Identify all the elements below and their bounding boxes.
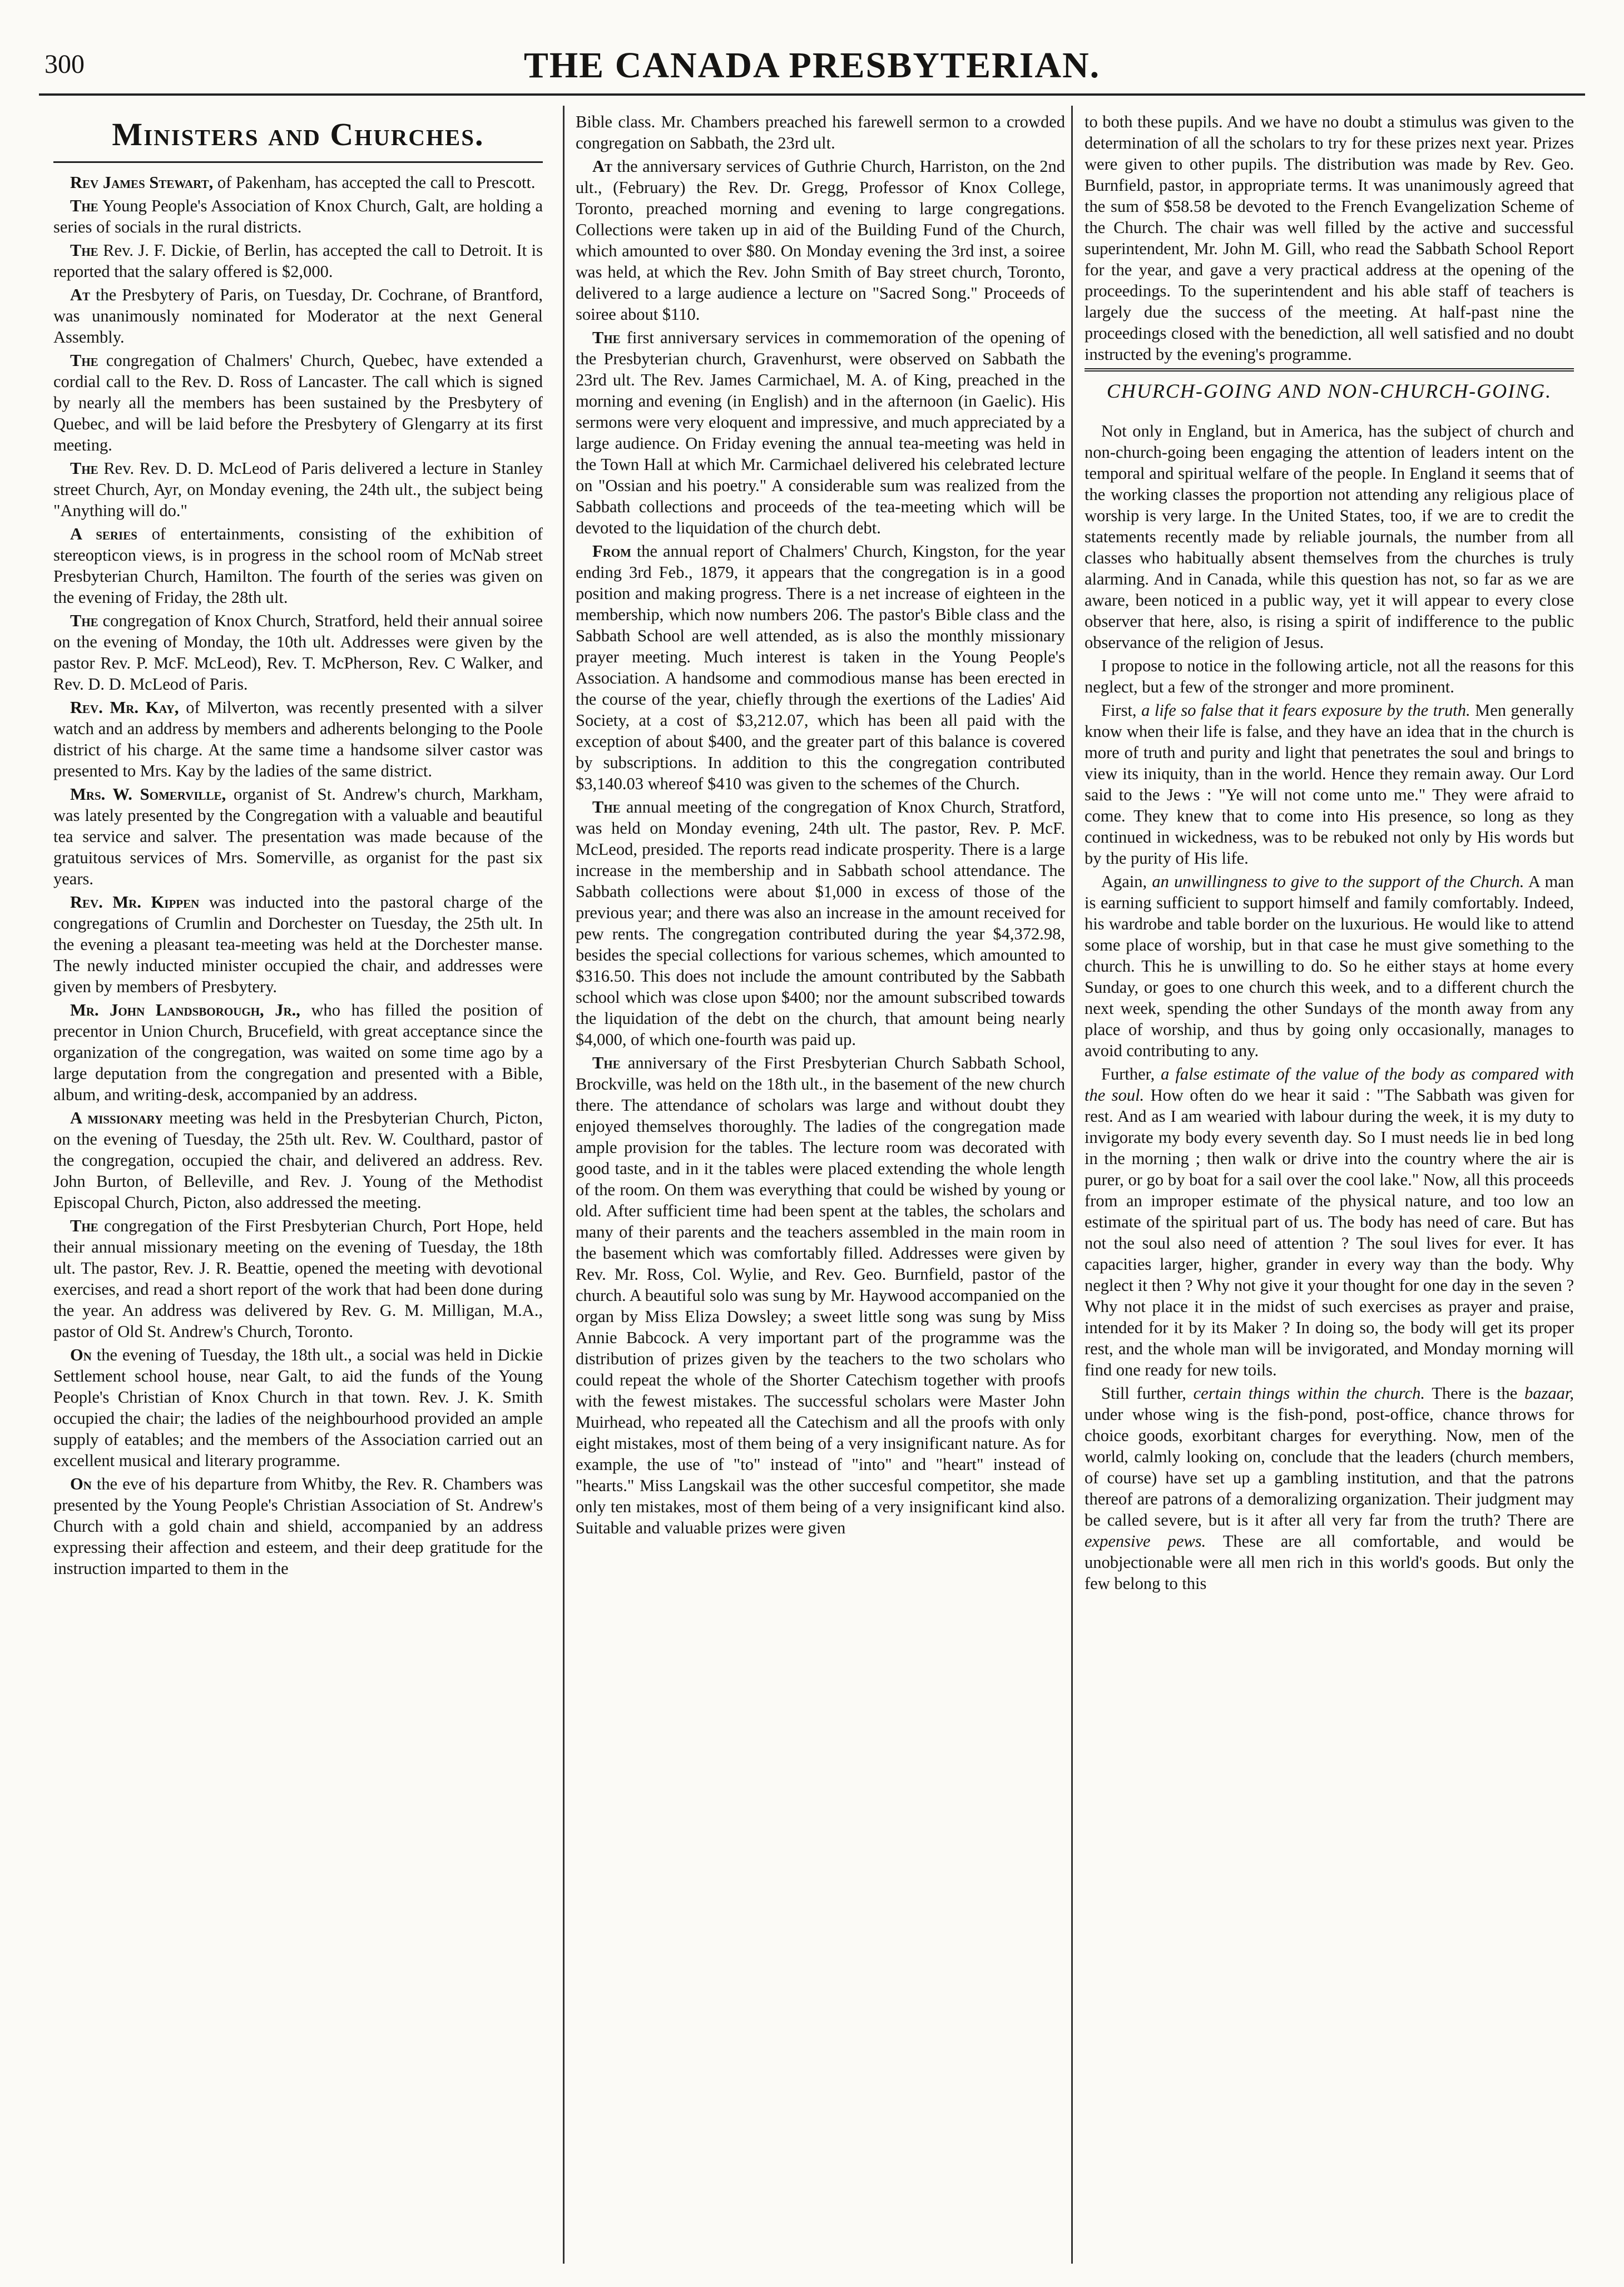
- news-item-lead: On: [70, 1474, 92, 1493]
- paragraph-text: Further,: [1101, 1065, 1161, 1083]
- news-item: [53, 1344, 543, 1471]
- news-item-lead: A missionary: [70, 1108, 164, 1127]
- news-item: [576, 796, 1065, 1050]
- news-item-lead: The: [70, 611, 98, 630]
- news-item: [576, 156, 1065, 325]
- news-item: [53, 784, 543, 889]
- news-item: [53, 1107, 543, 1213]
- news-item: [576, 1052, 1065, 1538]
- article-paragraph: [1085, 871, 1574, 1061]
- news-item-lead: Mrs. W. Somerville,: [70, 785, 226, 804]
- news-item-lead: The: [592, 798, 621, 816]
- news-item: [53, 697, 543, 781]
- page-header: [39, 32, 1585, 96]
- news-item-lead: Rev James Stewart,: [70, 173, 214, 192]
- article-paragraph: [1085, 1383, 1574, 1594]
- news-item-text: organist of St. Andrew's church, Markham, was lately presented by the Congregation with a valuable and beautiful tea service and salver. The presentation was made because of the gratuitous services of Mrs. Somerville, as organist for the past six years.: [53, 785, 543, 888]
- news-item: [53, 458, 543, 521]
- article-paragraph: [1085, 700, 1574, 869]
- masthead-title: THE CANADA PRESBYTERIAN.: [523, 45, 1101, 86]
- article-paragraph: I propose to notice in the following article, not all the reasons for this neglect, but a few of the stronger and more prominent.: [1085, 656, 1574, 696]
- article-paragraph: Not only in England, but in America, has the subject of church and non-church-going been engaging the attention of leaders intent on the temporal and spiritual welfare of the people. In England it seems that of the working classes the proportion not attending any religious place of worship is very large. In the United States, too, if we are to credit the statements recently made by reliable journals, the number from all classes who habitually absent themselves from the churches is truly alarming. And in Canada, while this question has not, so far as we are aware, been noticed in a public way, yet it will appear to every close observer that here, also, is rising a spirit of indifference to the public observance of the religion of Jesus.: [1085, 422, 1574, 652]
- news-item: [53, 999, 543, 1105]
- news-item-text: Bible class. Mr. Chambers preached his farewell sermon to a crowded congregation on Sabbath, the 23rd ult.: [576, 112, 1065, 152]
- news-item-text: the eve of his departure from Whitby, the Rev. R. Chambers was presented by the Young People's Christian Association of St. Andrew's Church with a gold chain and shield, accompanied by an address expressing their affection and esteem, and their deep gratitude for the instruction imparted to them in the: [53, 1474, 543, 1578]
- news-item-lead: The: [70, 196, 98, 215]
- news-item-text: first anniversary services in commemoration of the opening of the Presbyterian church, Gravenhurst, were observed on Sabbath the 23rd ult. The Rev. James Carmichael, M. A. of King, preached in the morning and evening (in English) and in the afternoon (in Gaelic). His sermons were very eloquent and impressive, and much appreciated by a large audience. On Friday evening the annual tea-meeting was held in the Town Hall at which Mr. Carmichael delivered his celebrated lecture on "Ossian and his poetry." A considerable sum was realized from the Sabbath collections and proceeds of the tea-meeting which will be devoted to the liquidation of the church debt.: [576, 328, 1065, 537]
- italic-phrase: a false estimate of the value of the body as compared with the soul.: [1085, 1065, 1574, 1105]
- news-item-lead: A series: [70, 524, 137, 543]
- news-item-text: anniversary of the First Presbyterian Church Sabbath School, Brockville, was held on the 18th ult., in the basement of the new church there. The attendance of scholars was large and without doubt they enjoyed themselves thoroughly. The ladies of the congregation made ample provision for the tables. The lecture room was decorated with good taste, and in it the tables were placed extending the whole length of the room. On them was everything that could be wished by young or old. After sufficient time had been spent at the tables, the scholars and many of their parents and the teachers assembled in the main room in the basement which was comfortably filled. Addresses were given by Rev. Mr. Ross, Col. Wylie, and Rev. Geo. Burnfield, pastor of the church. A beautiful solo was sung by Mr. Haywood accompanied on the organ by Miss Eliza Dowsley; a sweet little song was sung by Miss Annie Babcock. A very important part of the programme was the distribution of prizes given by the teachers to the two scholars who could repeat the whole of the Shorter Catechism together with proofs with the fewest mistakes. The successful scholars were Master John Muirhead, who repeated all the Catechism and all the proofs with only eight mistakes, most of them being of a very insignificant nature. As for example, the use of "to" instead of "into" and "heart" instead of "hearts." Miss Langskail was the other succesful competitor, she made only ten mistakes, most of them being of a very insignificant kind also. Suitable and valuable prizes were given: [576, 1053, 1065, 1537]
- news-item-text: of Milverton, was recently presented with a silver watch and an address by members and adherents belonging to the Poole district of his charge. At the same time a handsome silver castor was presented to Mrs. Kay by the ladies of the same district.: [53, 698, 543, 780]
- italic-phrase: a life so false that it fears exposure by the truth.: [1141, 701, 1470, 720]
- news-item-lead: Rev. Mr. Kay,: [70, 698, 179, 717]
- news-item-text: congregation of Knox Church, Stratford, held their annual soiree on the evening of Monday, the 10th ult. Addresses were given by the pastor Rev. P. McF. McLeod), Rev. T. McPherson, Rev. C Walker, and Rev. D. D. McLeod of Paris.: [53, 611, 543, 694]
- column-middle: [576, 111, 1065, 2264]
- news-item-text: congregation of Chalmers' Church, Quebec, have extended a cordial call to the Rev. D. Ross of Lancaster. The call which is signed by nearly all the members has been sustained by the Presbytery of Quebec, and will be laid before the Presbytery of Glengarry at its first meeting.: [53, 351, 543, 454]
- news-item-lead: At: [70, 285, 91, 304]
- news-item-lead: The: [70, 1216, 98, 1235]
- column-left: [53, 111, 543, 2264]
- news-item-text: Rev. Rev. D. D. McLeod of Paris delivered a lecture in Stanley street Church, Ayr, on Monday evening, the 24th ult., the subject being "Anything will do.": [53, 459, 543, 520]
- news-items: [53, 172, 543, 1579]
- italic-phrase: bazaar,: [1524, 1384, 1574, 1403]
- news-item-text: of entertainments, consisting of the exhibition of stereopticon views, is in progress in the school room of McNab street Presbyterian Church, Hamilton. The fourth of the series was given on the evening of Friday, the 28th ult.: [53, 524, 543, 607]
- news-item-text: of Pakenham, has accepted the call to Prescott.: [213, 173, 536, 192]
- news-item-lead: Rev. Mr. Kippen: [70, 893, 200, 912]
- news-item-lead: The: [70, 241, 98, 260]
- section-title: Ministers and Churches.: [53, 111, 543, 163]
- paragraph-text: Again,: [1101, 872, 1152, 891]
- article-heading: CHURCH-GOING AND NON-CHURCH-GOING.: [1085, 368, 1574, 412]
- news-item: [53, 523, 543, 608]
- news-item: [53, 284, 543, 348]
- italic-phrase: expensive pews.: [1085, 1532, 1206, 1551]
- paragraph-text: A man is earning sufficient to support himself and family comfortably. Indeed, his wardrobe and table border on the luxurious. He would like to attend some place of worship, but in that case he must give something to the church. This he is unwilling to do. So he either stays at home every Sunday, or goes to one church this week, and to a different church the next week, spending the other Sundays of the month away from any place of worship, and thus by going only occasionally, manages to avoid contributing to any.: [1085, 872, 1574, 1060]
- paragraph-text: under whose wing is the fish-pond, post-office, chance throws for choice goods, exorbitant charges for everything. Now, men of the world, calmly looking on, conclude that the leaders (church members, of course) have set up a gambling institution, and that the patrons thereof are patrons of a demoralizing organization. Their judgment may be called severe, but is it after all very far from the truth? There are: [1085, 1405, 1574, 1529]
- italic-phrase: an unwillingness to give to the support of the Church.: [1152, 872, 1524, 891]
- paragraph-text: How often do we hear it said : "The Sabbath was given for rest. And as I am wearied with labour during the week, it is my duty to invigorate my body every seventh day. So I must needs lie in bed long in the morning ; then walk or drive into the country where the air is purer, or go by boat for a sail over the cool lake." Now, all this proceeds from an improper estimate of the physical nature, and too low an estimate of the spiritual part of us. The body has need of care. But has not the soul also need of attention ? The soul lives for ever. It has capacities larger, higher, grander in every way than the body. Why neglect it then ? Why not give it your thought for one day in the seven ? Why not place it in the midst of such exercises as prayer and praise, intended for it by its Maker ? In doing so, the body will get its proper rest, and the whole man will be invigorated, and Monday morning will find one ready for new toils.: [1085, 1086, 1574, 1379]
- news-item-lead: From: [592, 542, 631, 561]
- news-item: [53, 610, 543, 695]
- paragraph-text: First,: [1101, 701, 1142, 720]
- news-item-continued: to both these pupils. And we have no doubt a stimulus was given to the determination of all the scholars to try for these prizes next year. Prizes were given to other pupils. The distribution was made by Rev. Geo. Burnfield, pastor, in appropriate terms. It was unanimously agreed that the sum of $58.58 be devoted to the French Evangelization Scheme of the Church. The chair was well filled by the active and successful superintendent, Mr. John M. Gill, who read the Sabbath School Report for the year, and gave a very practical address at the opening of the proceedings. To the superintendent and his able staff of teachers is largely due the success of the meeting. At half-past nine the proceedings closed with the benediction, all well satisfied and no doubt instructed by the evening's programme.: [1085, 112, 1574, 364]
- article-paragraph: [1085, 1063, 1574, 1380]
- news-item-text: congregation of the First Presbyterian Church, Port Hope, held their annual missionary meeting on the evening of Tuesday, the 18th ult. The pastor, Rev. J. R. Beattie, opened the meeting with devotional exercises, and read a short report of the work that had been done during the year. An address was delivered by Rev. G. M. Milligan, M.A., pastor of Old St. Andrew's Church, Toronto.: [53, 1216, 543, 1341]
- news-item-text: the annual report of Chalmers' Church, Kingston, for the year ending 3rd Feb., 1879, it appears that the congregation is in a good position and making progress. There is a net increase of eighteen in the membership, which now numbers 206. The pastor's Bible class and the Sabbath School are well attended, as is also the monthly missionary prayer meeting. Much interest is taken in the Young People's Association. A handsome and commodious manse has been erected in the course of the year, chiefly through the exertions of the Ladies' Aid Society, at a cost of $3,212.07, which has been all paid with the exception of about $400, and the greater part of this balance is covered by subscriptions. In addition to this the congregation contributed $3,140.03 whereof $410 was given to the schemes of the Church.: [576, 542, 1065, 793]
- news-item: [576, 111, 1065, 154]
- news-item: [53, 892, 543, 997]
- news-item-lead: The: [70, 459, 98, 478]
- news-item: [53, 1473, 543, 1579]
- news-item-text: meeting was held in the Presbyterian Church, Picton, on the evening of Tuesday, the 25th ult. Rev. W. Coulthard, pastor of the congregation, occupied the chair, and delivered an address. Rev. John Burton, of Belleville, and Rev. J. Young of the Methodist Episcopal Church, Picton, also addressed the meeting.: [53, 1108, 543, 1212]
- news-item-text: Young People's Association of Knox Church, Galt, are holding a series of socials in the rural districts.: [53, 196, 543, 236]
- news-item-lead: On: [70, 1345, 92, 1364]
- paragraph-text: There is the: [1425, 1384, 1524, 1403]
- news-item-text: the anniversary services of Guthrie Church, Harriston, on the 2nd ult., (February) the Rev. Dr. Gregg, Professor of Knox College, Toronto, preached morning and evening to large congregations. Collections were taken up in aid of the Building Fund of the Church, which amounted to over $80. On Monday evening the 3rd inst, a soiree was held, at which the Rev. John Smith of Bay street church, Toronto, delivered to a large audience a lecture on "Sacred Song." Proceeds of soiree about $110.: [576, 157, 1065, 324]
- news-item: [53, 350, 543, 456]
- news-item-text: who has filled the position of precentor in Union Church, Brucefield, with great acceptance since the organization of the congregation, was waited on some time ago by a large deputation from the congregation and presented with a Bible, album, and writing-desk, accompanied by an address.: [53, 1001, 543, 1104]
- news-item-text: the Presbytery of Paris, on Tuesday, Dr. Cochrane, of Brantford, was unanimously nominated for Moderator at the next General Assembly.: [53, 285, 543, 346]
- italic-phrase: certain things within the church.: [1193, 1384, 1425, 1403]
- news-item-lead: The: [592, 328, 621, 347]
- news-item-lead: The: [592, 1053, 621, 1072]
- news-item: [53, 172, 543, 193]
- news-item: [576, 541, 1065, 794]
- news-item-lead: The: [70, 351, 98, 370]
- news-item-text: was inducted into the pastoral charge of the congregations of Crumlin and Dorchester on Tuesday, the 25th ult. In the evening a pleasant tea-meeting was held at the Dorchester manse. The newly inducted minister occupied the chair, and addresses were given by members of Presbytery.: [53, 893, 543, 996]
- paragraph-text: Men generally know when their life is false, and they have an idea that in the church is more of truth and purity and light that penetrates the soul and brings to view its iniquity, than in the world. Hence they remain away. Our Lord said to the Jews : "Ye will not come unto me." They were afraid to come. They knew that to come into His presence, so long as they continued in wickedness, was to be rebuked not only by His words but by the purity of His life.: [1085, 701, 1574, 868]
- paragraph-text: Still further,: [1101, 1384, 1194, 1403]
- news-item: [53, 1215, 543, 1342]
- news-item: [576, 327, 1065, 538]
- news-item-text: Rev. J. F. Dickie, of Berlin, has accepted the call to Detroit. It is reported that the salary offered is $2,000.: [53, 241, 543, 281]
- news-item: [53, 240, 543, 282]
- column-rule: [1071, 106, 1073, 2264]
- news-item: [53, 195, 543, 237]
- paragraph-text: These are all comfortable, and would be unobjectionable were all men rich in this world's goods. But only the few belong to this: [1085, 1532, 1574, 1593]
- column-right: [1085, 111, 1574, 2264]
- page-number: 300: [44, 49, 85, 79]
- news-item-lead: Mr. John Landsborough, Jr.,: [70, 1001, 300, 1019]
- column-rule: [563, 106, 565, 2264]
- news-item-text: annual meeting of the congregation of Knox Church, Stratford, was held on Monday evening, 24th ult. The pastor, Rev. P. McF. McLeod, presided. The reports read indicate prosperity. There is a large increase in the membership and in Sabbath school attendance. The Sabbath collections were about $1,000 in excess of those of the previous year; and there was also an increase in the amount received for pew rents. The congregation contributed during the year $4,372.98, besides the special collections for various schemes, which amounted to $316.50. This does not include the amount contributed by the Sabbath school which was close upon $400; nor the amount subscribed towards the liquidation of the debt on the church, that amount being nearly $4,000, of which one-fourth was paid up.: [576, 798, 1065, 1049]
- news-items: [576, 111, 1065, 1538]
- news-item-text: the evening of Tuesday, the 18th ult., a social was held in Dickie Settlement school house, near Galt, to aid the funds of the Young People's Christian of Knox Church in that town. Rev. J. K. Smith occupied the chair; the ladies of the neighbourhood provided an ample supply of eatables; and the members of the Association carried out an excellent musical and literary programme.: [53, 1345, 543, 1470]
- news-item-lead: At: [592, 157, 613, 176]
